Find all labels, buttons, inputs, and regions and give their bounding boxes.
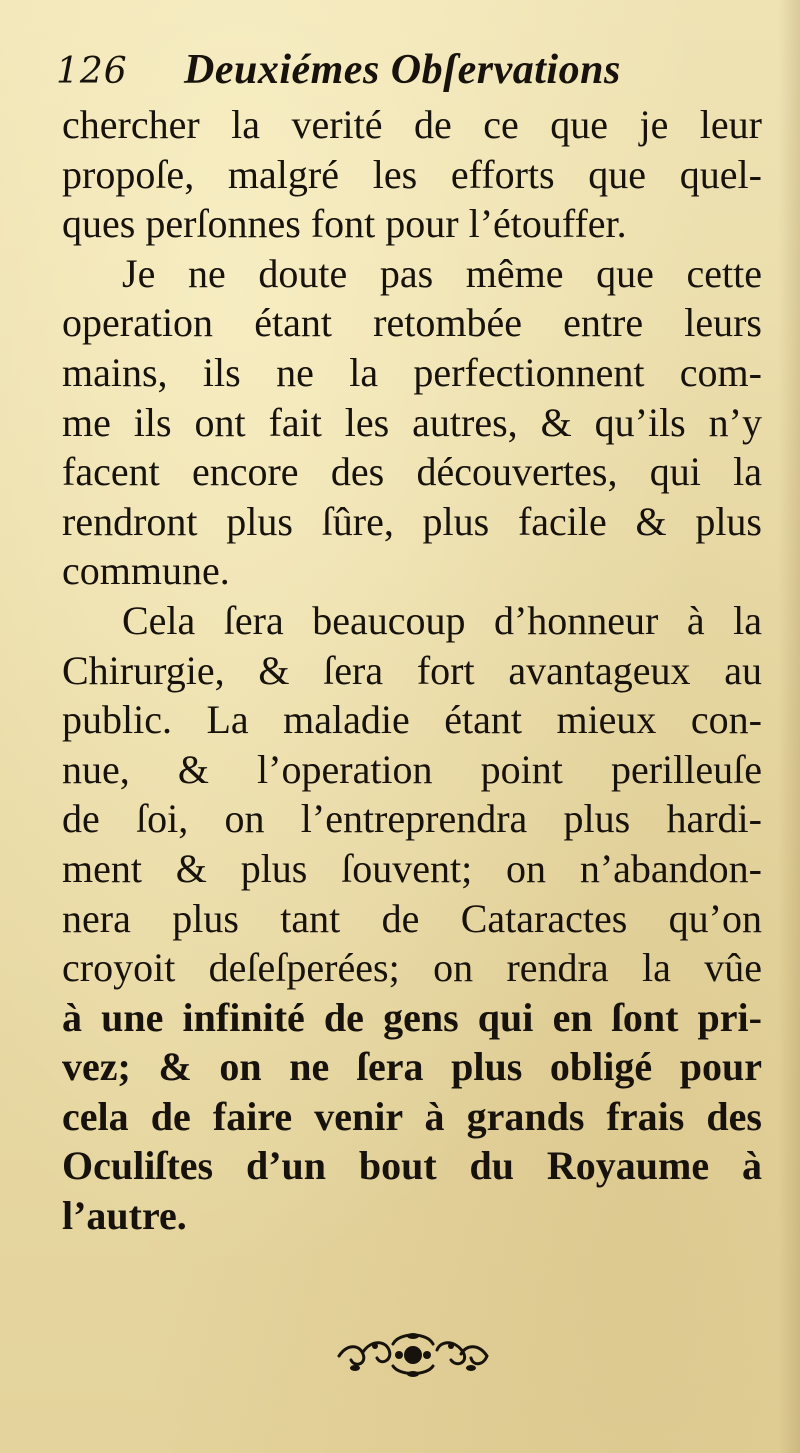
text-line: chercher la verité de ce que je leur	[62, 102, 762, 147]
page-edge-shadow	[778, 0, 800, 1453]
page-number: 126	[56, 51, 128, 92]
text-line: vez; & on ne ſera plus obligé pour	[62, 1044, 762, 1090]
text-line: de ſoi, on l’entreprendra plus hardi-	[62, 796, 762, 842]
text-line: Je ne doute pas même que cette	[122, 250, 762, 296]
text-line: rendront plus ſûre, plus facile & plus	[62, 498, 762, 544]
running-head	[56, 46, 676, 102]
text-line: Oculiſtes d’un bout du Royaume à	[62, 1143, 762, 1189]
text-line: commune.	[62, 548, 230, 594]
text-line: mains, ils ne la perfectionnent com-	[62, 349, 762, 395]
body-text	[62, 100, 762, 1241]
text-line: à une infinité de gens qui en ſont pri-	[62, 994, 762, 1040]
text-line: nue, & l’operation point perilleuſe	[62, 746, 762, 792]
text-line: nera plus tant de Cataractes qu’on	[62, 895, 762, 941]
text-line: operation étant retombée entre leurs	[62, 300, 762, 346]
text-line: croyoit deſeſperées; on rendra la vûe	[62, 945, 762, 991]
text-line: cela de faire venir à grands frais des	[62, 1093, 762, 1139]
floral-tailpiece-icon	[333, 1322, 493, 1382]
text-line: Cela ſera beaucoup d’honneur à la	[122, 597, 762, 643]
text-line: Chirurgie, & ſera fort avantageux au	[62, 647, 762, 693]
running-title: Deuxiémes Obſervations	[184, 47, 621, 93]
text-line: me ils ont fait les autres, & qu’ils n’y	[62, 399, 762, 445]
text-line: ques perſonnes font pour l’étouffer.	[62, 201, 627, 247]
text-line: propoſe, malgré les efforts que quel-	[62, 151, 762, 197]
text-line: ment & plus ſouvent; on n’abandon-	[62, 845, 762, 891]
text-line: facent encore des découvertes, qui la	[62, 449, 762, 495]
text-line: public. La maladie étant mieux con-	[62, 697, 762, 743]
text-line: l’autre.	[62, 1193, 187, 1239]
